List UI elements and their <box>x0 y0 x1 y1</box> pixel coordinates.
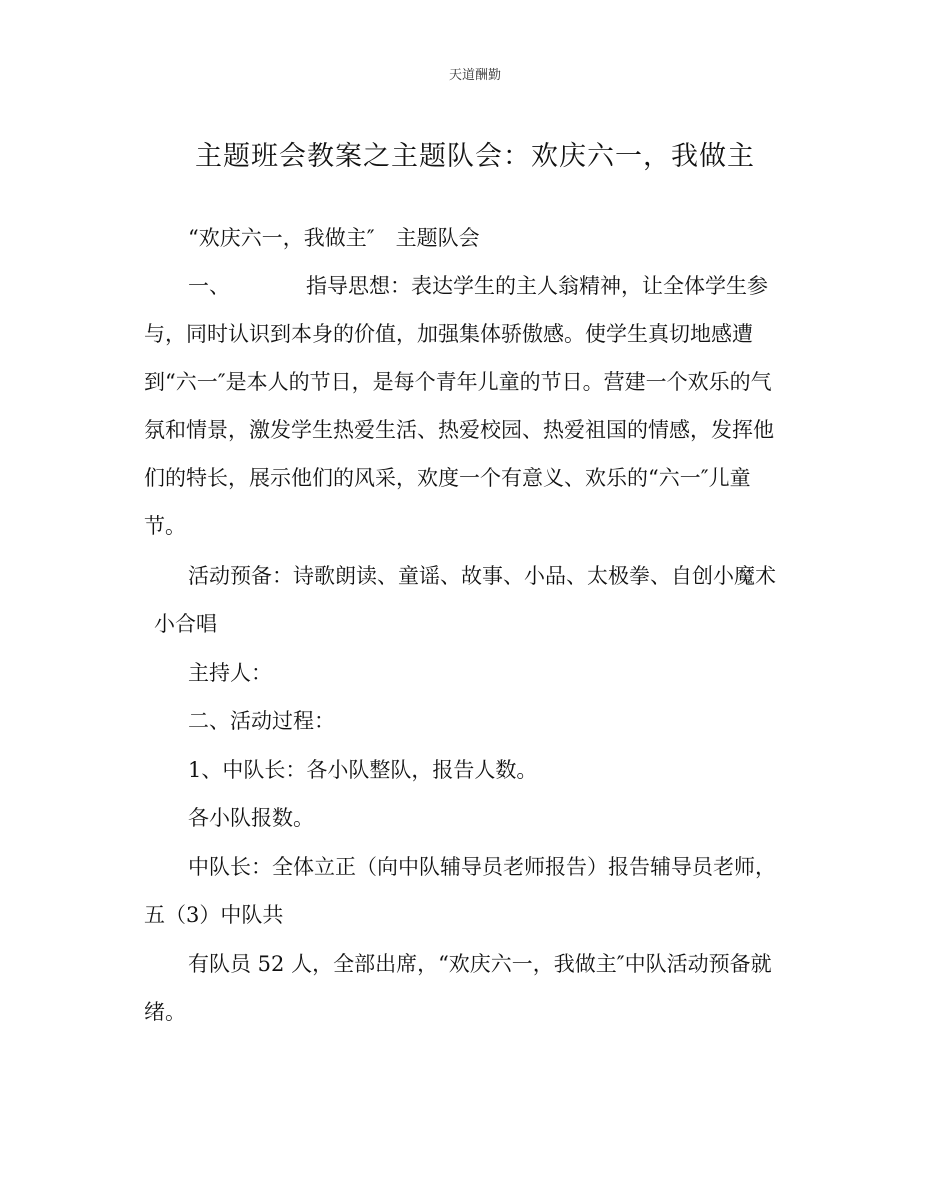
section1-line-5: 们的特长，展示他们的风采，欢度一个有意义、欢乐的“六一″儿童 <box>144 466 751 490</box>
captain-line-3: 有队员 52 人，全部出席，“欢庆六一，我做主″中队活动预备就 <box>188 952 772 976</box>
section1-line-2: 与，同时认识到本身的价值，加强集体骄傲感。使学生真切地感遭 <box>144 322 753 346</box>
page-header: 天道酬勤 <box>448 68 501 83</box>
report-line: 各小队报数。 <box>188 806 314 830</box>
document-title: 主题班会教案之主题队会：欢庆六一，我做主 <box>195 141 755 172</box>
captain-line-1: 中队长：全体立正（向中队辅导员老师报告）报告辅导员老师， <box>188 855 776 879</box>
section1-line-1: 指导思想：表达学生的主人翁精神，让全体学生参 <box>306 274 768 298</box>
section2-title: 二、活动过程： <box>188 709 335 733</box>
host-line: 主持人： <box>188 661 272 685</box>
section1-line-3: 到“六一″是本人的节日，是每个青年儿童的节日。营建一个欢乐的气 <box>144 370 772 394</box>
section1-line-4: 氛和情景，激发学生热爱生活、热爱校园、热爱祖国的情感，发挥他 <box>144 418 774 442</box>
preparation-line-2: 小合唱 <box>154 612 217 636</box>
captain-line-2: 五（3）中队共 <box>144 903 284 927</box>
preparation-line-1: 活动预备：诗歌朗读、童谣、故事、小品、太极拳、自创小魔术 <box>188 564 776 588</box>
step1-line: 1、中队长：各小队整队，报告人数。 <box>188 758 538 782</box>
section1-heading <box>188 276 768 297</box>
captain-line-4: 绪。 <box>144 1000 186 1024</box>
section1-number: 一、 <box>188 274 230 298</box>
subtitle-line: “欢庆六一，我做主″ 主题队会 <box>188 226 480 250</box>
section1-line-6: 节。 <box>144 514 186 538</box>
